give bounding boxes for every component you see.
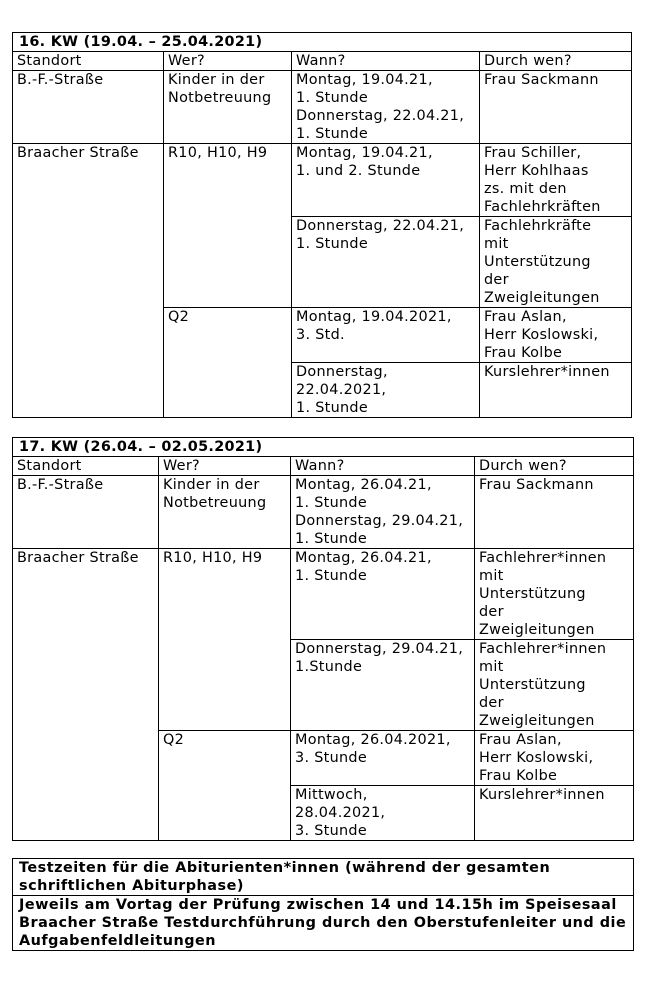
durch-cell-line: zs. mit den xyxy=(484,181,567,197)
wann-cell xyxy=(292,71,480,144)
table-row xyxy=(13,549,634,640)
durch-cell-line: Fachlehrer*innen xyxy=(479,641,607,657)
abitur-text: Jeweils am Vortag der Prüfung zwischen 14 und 14.15h im Speisesaal Braacher Straße Testdurchführung durch den Oberstufenleiter und die Aufgabenfeldleitungen xyxy=(13,896,634,951)
wer-cell-line: R10, H10, H9 xyxy=(168,145,268,161)
column-header-wann: Wann? xyxy=(292,52,480,71)
wann-cell xyxy=(292,363,480,418)
wann-cell-line: 1. und 2. Stunde xyxy=(296,163,421,179)
wann-cell-line: Donnerstag, 22.04.21, xyxy=(296,108,465,124)
wann-cell-line: Montag, 19.04.21, xyxy=(296,145,433,161)
week-17-table xyxy=(12,437,634,841)
durch-cell-line: Herr Koslowski, xyxy=(484,327,599,343)
wann-cell-line: Montag, 26.04.21, xyxy=(295,550,432,566)
wann-cell-line: Montag, 19.04.2021, xyxy=(296,309,452,325)
wer-cell-line: R10, H10, H9 xyxy=(163,550,263,566)
wer-cell-line: Kinder in der xyxy=(168,72,265,88)
standort-cell: Braacher Straße xyxy=(13,549,159,841)
durch-cell-line: Frau Kolbe xyxy=(484,345,563,361)
durch-cell-line: Unterstützung xyxy=(479,586,586,602)
durch-cell-line: Frau Aslan, xyxy=(479,732,562,748)
wann-cell-line: Donnerstag, 22.04.21, xyxy=(296,218,465,234)
wer-cell-line: Kinder in der xyxy=(163,477,260,493)
wer-cell xyxy=(159,549,291,731)
durch-cell-line: mit xyxy=(479,659,504,675)
standort-cell: B.-F.-Straße xyxy=(13,71,164,144)
week-16-table xyxy=(12,32,632,418)
wann-cell-line: 3. Stunde xyxy=(295,750,368,766)
wer-cell xyxy=(159,476,291,549)
wann-cell-line: 1. Stunde xyxy=(296,90,369,106)
wann-cell-line: Donnerstag, xyxy=(296,364,388,380)
wann-cell-line: 1. Stunde xyxy=(295,531,368,547)
wer-cell xyxy=(164,308,292,418)
wann-cell-line: 1. Stunde xyxy=(295,495,368,511)
column-header-durch: Durch wen? xyxy=(475,457,634,476)
wann-cell-line: 1. Stunde xyxy=(296,400,369,416)
wann-cell-line: Montag, 26.04.2021, xyxy=(295,732,451,748)
durch-cell-line: Herr Kohlhaas xyxy=(484,163,589,179)
wer-cell-line: Notbetreuung xyxy=(168,90,272,106)
durch-cell-line: mit xyxy=(479,568,504,584)
durch-cell xyxy=(480,71,632,144)
durch-cell-line: Fachlehrkräften xyxy=(484,199,601,215)
durch-cell-line: Kurslehrer*innen xyxy=(484,364,610,380)
wann-cell xyxy=(291,549,475,640)
durch-cell-line: Unterstützung xyxy=(479,677,586,693)
durch-cell-line: der xyxy=(479,695,504,711)
wann-cell-line: 1. Stunde xyxy=(296,126,369,142)
durch-cell-line: Frau Schiller, xyxy=(484,145,582,161)
wer-cell-line: Q2 xyxy=(168,309,190,325)
wann-cell xyxy=(291,731,475,786)
abitur-heading: Testzeiten für die Abiturienten*innen (während der gesamten schriftlichen Abiturphase) xyxy=(13,859,634,896)
durch-cell-line: der xyxy=(479,604,504,620)
wann-cell-line: 3. Stunde xyxy=(295,823,368,839)
durch-cell xyxy=(475,731,634,786)
wann-cell-line: Montag, 19.04.21, xyxy=(296,72,433,88)
durch-cell-line: Zweigleitungen xyxy=(484,290,600,306)
durch-cell xyxy=(475,549,634,640)
wer-cell xyxy=(164,144,292,308)
durch-cell xyxy=(480,217,632,308)
column-header-standort: Standort xyxy=(13,52,164,71)
durch-cell xyxy=(475,786,634,841)
table-row xyxy=(13,71,632,144)
wann-cell-line: 28.04.2021, xyxy=(295,805,386,821)
wann-cell xyxy=(291,786,475,841)
standort-cell: Braacher Straße xyxy=(13,144,164,418)
durch-cell xyxy=(475,640,634,731)
durch-cell xyxy=(480,363,632,418)
wer-cell xyxy=(159,731,291,841)
durch-cell-line: mit xyxy=(484,236,509,252)
durch-cell-line: Frau Kolbe xyxy=(479,768,558,784)
wann-cell-line: 1. Stunde xyxy=(295,568,368,584)
durch-cell-line: Frau Aslan, xyxy=(484,309,567,325)
durch-cell-line: der xyxy=(484,272,509,288)
wann-cell xyxy=(292,144,480,217)
wann-cell xyxy=(291,476,475,549)
wann-cell-line: 3. Std. xyxy=(296,327,345,343)
column-header-durch: Durch wen? xyxy=(480,52,632,71)
table-row xyxy=(13,476,634,549)
durch-cell-line: Zweigleitungen xyxy=(479,713,595,729)
wann-cell-line: Donnerstag, 29.04.21, xyxy=(295,641,464,657)
wann-cell-line: Donnerstag, 29.04.21, xyxy=(295,513,464,529)
column-header-wer: Wer? xyxy=(164,52,292,71)
wer-cell-line: Q2 xyxy=(163,732,185,748)
wann-cell xyxy=(292,308,480,363)
wann-cell xyxy=(292,217,480,308)
durch-cell xyxy=(480,144,632,217)
durch-cell-line: Frau Sackmann xyxy=(479,477,594,493)
wann-cell-line: 22.04.2021, xyxy=(296,382,387,398)
wer-cell xyxy=(164,71,292,144)
durch-cell-line: Fachlehrkräfte xyxy=(484,218,592,234)
column-header-wer: Wer? xyxy=(159,457,291,476)
wann-cell-line: Montag, 26.04.21, xyxy=(295,477,432,493)
durch-cell-line: Fachlehrer*innen xyxy=(479,550,607,566)
durch-cell xyxy=(480,308,632,363)
table-row xyxy=(13,144,632,217)
wann-cell-line: 1.Stunde xyxy=(295,659,363,675)
durch-cell-line: Frau Sackmann xyxy=(484,72,599,88)
column-header-wann: Wann? xyxy=(291,457,475,476)
durch-cell xyxy=(475,476,634,549)
wann-cell xyxy=(291,640,475,731)
wann-cell-line: 1. Stunde xyxy=(296,236,369,252)
week-title: 16. KW (19.04. – 25.04.2021) xyxy=(13,33,632,52)
abitur-test-box xyxy=(12,858,634,951)
durch-cell-line: Herr Koslowski, xyxy=(479,750,594,766)
wann-cell-line: Mittwoch, xyxy=(295,787,368,803)
column-header-standort: Standort xyxy=(13,457,159,476)
week-title: 17. KW (26.04. – 02.05.2021) xyxy=(13,438,634,457)
wer-cell-line: Notbetreuung xyxy=(163,495,267,511)
standort-cell: B.-F.-Straße xyxy=(13,476,159,549)
durch-cell-line: Unterstützung xyxy=(484,254,591,270)
durch-cell-line: Zweigleitungen xyxy=(479,622,595,638)
durch-cell-line: Kurslehrer*innen xyxy=(479,787,605,803)
